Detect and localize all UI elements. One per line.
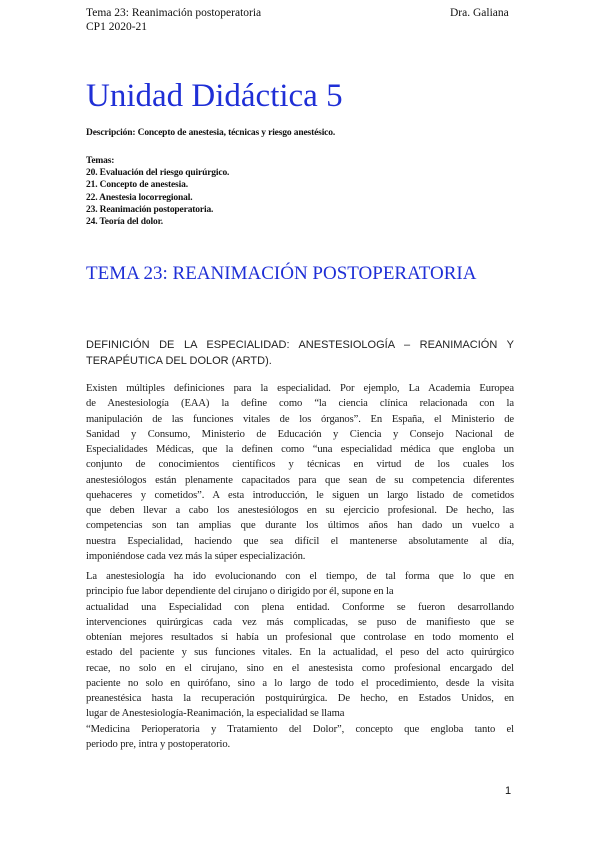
- paragraph-line: Sanidad y Consumo, Ministerio de Educación y Ciencia y Consejo Nacional de: [86, 428, 514, 440]
- paragraph-line: Especialidades Médicas, que la definen como “una especialidad médica que engloba un: [86, 444, 514, 455]
- paragraph-line: manipulación de las funciones vitales de los órganos”. En España, el Ministerio de: [86, 413, 514, 425]
- paragraph-line: periodo pre, intra y postoperatorio.: [86, 738, 231, 750]
- header-author: Dra. Galiana: [450, 7, 509, 19]
- paragraph-line: La anestesiología ha ido evolucionando con el tiempo, de tal forma que lo que en: [86, 571, 514, 582]
- paragraph-line: lugar de Anestesiología-Reanimación, la especialidad se llama: [86, 708, 345, 720]
- topic-item: 21. Concepto de anestesia.: [86, 180, 188, 191]
- paragraph-line: intervenciones quirúrgicas cada vez más complicadas, se puso de manifiesto que se: [86, 616, 514, 628]
- paragraph-line: paciente no solo en quirófano, sino a lo largo de todo el procedimiento, desde la visita: [86, 677, 514, 689]
- paragraph-line: anestesiólogos están plenamente capacitados para que sean de su competencia diferentes: [86, 474, 514, 486]
- section-title: TEMA 23: REANIMACIÓN POSTOPERATORIA: [86, 263, 477, 284]
- paragraph-line: principio fue labor dependiente del cirujano o dirigido por él, supone en la: [86, 586, 394, 598]
- paragraph-line: estado del paciente y sus funciones vitales. En la actualidad, el peso del acto quirúrgico: [86, 647, 514, 659]
- paragraph-line: de Anestesiología (EAA) la define como “la ciencia clínica relacionada con la: [86, 398, 514, 410]
- paragraph-line: competencias son tan amplias que durante los últimos años han dado un vuelco a: [86, 520, 514, 532]
- paragraph-line: conjunto de conocimientos científicos y técnicas en virtud de los cuales los: [86, 459, 514, 471]
- topic-item: 24. Teoría del dolor.: [86, 217, 163, 228]
- paragraph-line: quehaceres y cometidos”. A esta introducción, le siguen un largo listado de cometidos: [86, 489, 514, 501]
- header-course: CP1 2020-21: [86, 21, 148, 33]
- topic-item: 20. Evaluación del riesgo quirúrgico.: [86, 168, 230, 179]
- paragraph-line: obtenían mejores resultados si había un profesional que controlase en todo momento el: [86, 632, 514, 643]
- paragraph-evolution: [86, 569, 514, 752]
- paragraph-line: imponiéndose cada vez más la súper especialización.: [86, 550, 306, 562]
- running-header-left: [86, 6, 261, 34]
- topic-item: 22. Anestesia locorregional.: [86, 192, 193, 203]
- paragraph-definitions: [86, 381, 514, 564]
- unit-description: Descripción: Concepto de anestesia, técnicas y riesgo anestésico.: [86, 128, 336, 138]
- paragraph-line: nuestra Especialidad, haciendo que sea difícil el mantenerse absolutamente al día,: [86, 535, 514, 547]
- paragraph-line: “Medicina Perioperatoria y Tratamiento del Dolor”, concepto que engloba tanto el: [86, 723, 514, 735]
- paragraph-line: Existen múltiples definiciones para la especialidad. Por ejemplo, La Academia Europea: [86, 383, 514, 394]
- paragraph-line: que deben llevar a cabo los anestesiólogos en su ejercicio profesional. De hecho, las: [86, 505, 514, 516]
- definition-heading: DEFINICIÓN DE LA ESPECIALIDAD: ANESTESIOLOGÍA – REANIMACIÓN Y TERAPÉUTICA DEL DOLOR (ARTD).: [86, 339, 514, 367]
- topics-label: Temas:: [86, 156, 115, 166]
- paragraph-line: recae, no solo en el cirujano, sino en el anestesista como profesional encargado del: [86, 662, 514, 674]
- unit-title: Unidad Didáctica 5: [86, 78, 343, 114]
- page-number: 1: [505, 785, 512, 797]
- paragraph-line: actualidad una Especialidad con plena entidad. Conforme se fueron desarrollando: [86, 601, 514, 613]
- topics-list: [86, 155, 229, 228]
- header-topic: Tema 23: Reanimación postoperatoria: [86, 7, 262, 19]
- paragraph-line: preanestésica hasta la recuperación postquirúrgica. De hecho, en Estados Unidos, en: [86, 693, 514, 704]
- topic-item: 23. Reanimación postoperatoria.: [86, 204, 214, 215]
